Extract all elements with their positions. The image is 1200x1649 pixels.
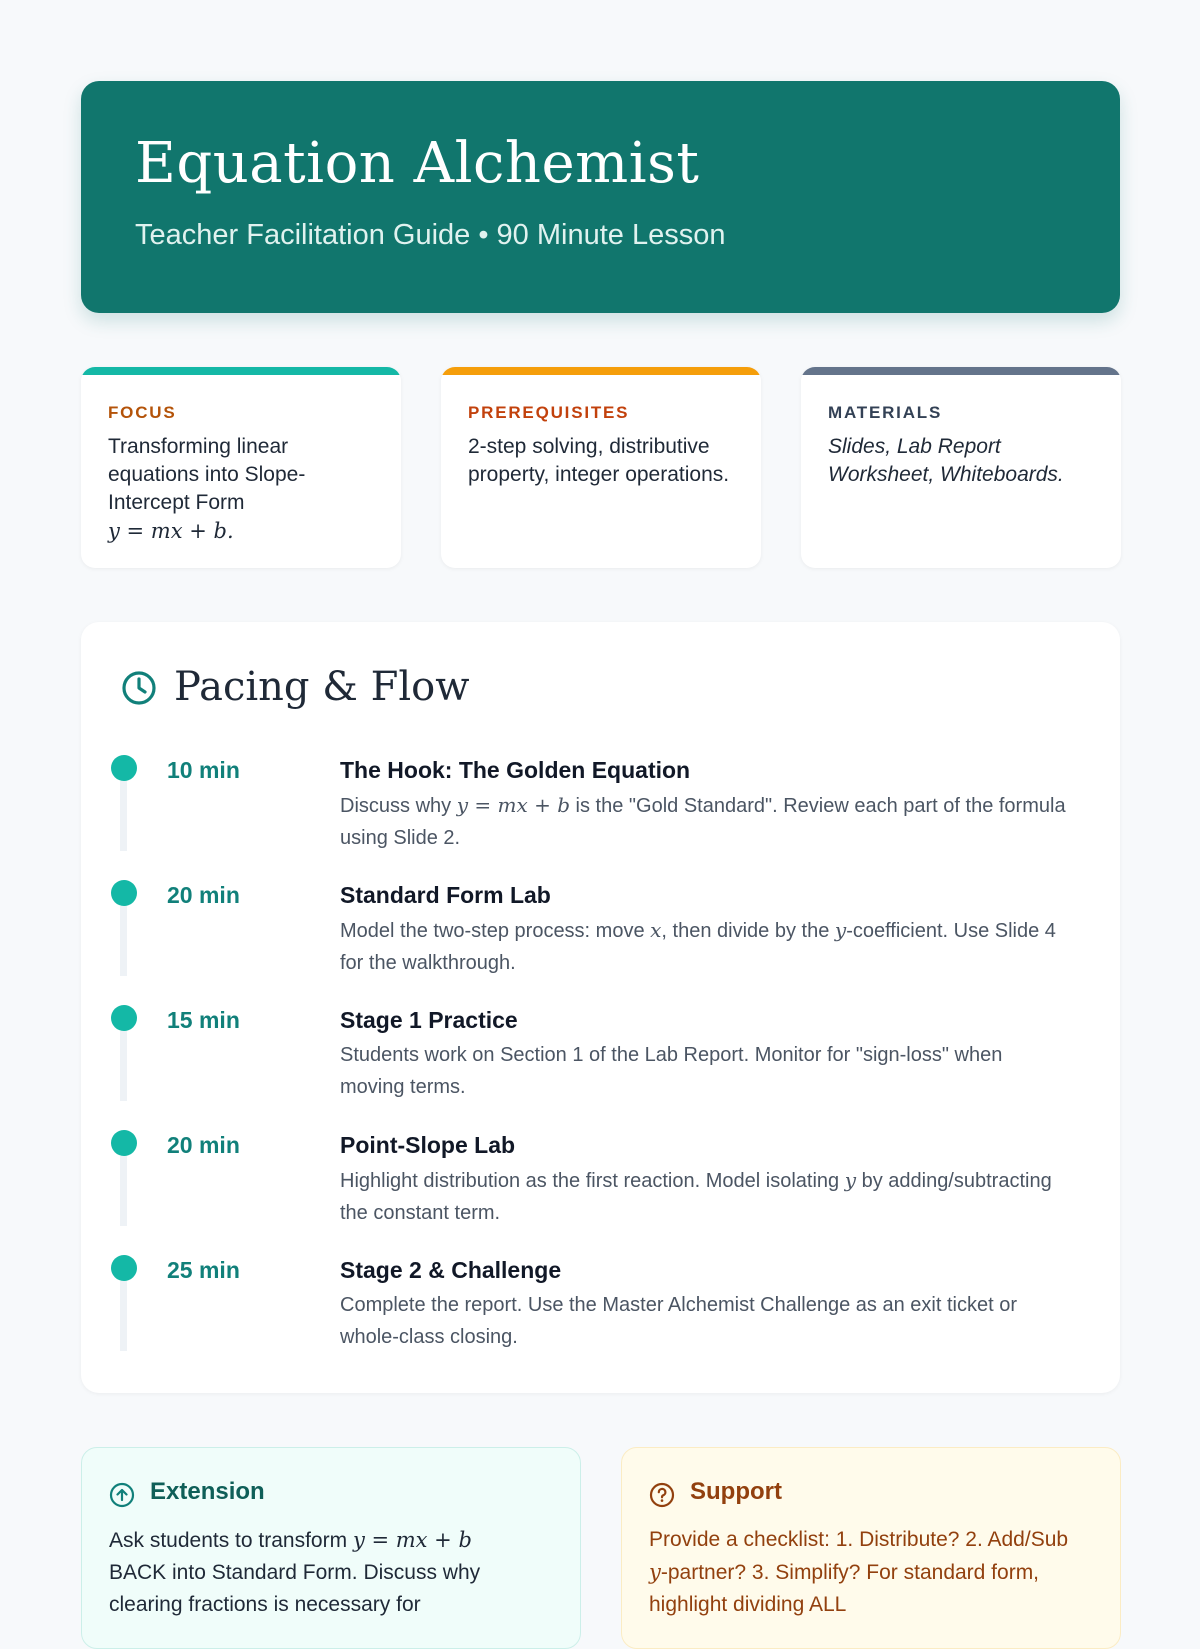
timeline-line <box>120 906 127 976</box>
prerequisites-accent-bar <box>441 367 761 375</box>
timeline-dot <box>111 755 137 781</box>
step-description: Students work on Section 1 of the Lab Report. Monitor for "sign-loss" when moving terms. <box>340 1044 1003 1098</box>
prerequisites-text: 2-step solving, distributive property, integer operations. <box>468 435 730 486</box>
support-title: Support <box>690 1478 782 1505</box>
timeline-line <box>120 781 127 851</box>
timeline-step <box>81 1130 1120 1255</box>
step-title: Stage 1 Practice <box>340 1007 518 1033</box>
step-description: Discuss why y = mx + b is the "Gold Standard". Review each part of the formula using Slide 2. <box>340 793 1066 849</box>
extension-box <box>81 1447 581 1649</box>
prerequisites-card <box>441 367 761 568</box>
timeline-dot <box>111 1130 137 1156</box>
support-text: Provide a checklist: 1. Distribute? 2. Add/Sub y-partner? 3. Simplify? For standard form, highlight dividing ALL <box>649 1528 1069 1616</box>
materials-accent-bar <box>801 367 1121 375</box>
timeline-line <box>120 1156 127 1226</box>
step-title: Stage 2 & Challenge <box>340 1257 562 1283</box>
timeline-step <box>81 880 1120 1005</box>
page-subtitle: Teacher Facilitation Guide • 90 Minute Lesson <box>135 219 726 251</box>
clock-icon <box>121 670 157 706</box>
step-duration: 25 min <box>167 1257 240 1283</box>
materials-text: Slides, Lab Report Worksheet, Whiteboards. <box>828 435 1064 486</box>
step-title: The Hook: The Golden Equation <box>340 757 691 783</box>
extension-text: Ask students to transform y = mx + b BACK into Standard Form. Discuss why clearing fractions is necessary for <box>109 1528 481 1616</box>
timeline-dot <box>111 1005 137 1031</box>
step-description: Complete the report. Use the Master Alchemist Challenge as an exit ticket or whole-class closing. <box>340 1294 1017 1348</box>
lesson-header <box>81 81 1120 313</box>
timeline-step <box>81 1005 1120 1130</box>
step-duration: 20 min <box>167 882 240 908</box>
step-duration: 10 min <box>167 757 240 783</box>
step-duration: 20 min <box>167 1132 240 1158</box>
step-title: Standard Form Lab <box>340 882 551 908</box>
page-title: Equation Alchemist <box>135 131 700 196</box>
step-description: Highlight distribution as the first reaction. Model isolating y by adding/subtracting the constant term. <box>340 1168 1052 1224</box>
timeline-step <box>81 1255 1120 1380</box>
step-title: Point-Slope Lab <box>340 1132 516 1158</box>
timeline-dot <box>111 1255 137 1281</box>
support-box <box>621 1447 1121 1649</box>
step-description: Model the two-step process: move x, then divide by the y-coefficient. Use Slide 4 for the walkthrough. <box>340 918 1056 974</box>
step-duration: 15 min <box>167 1007 240 1033</box>
timeline-line <box>120 1281 127 1351</box>
materials-card <box>801 367 1121 568</box>
timeline-step <box>81 755 1120 880</box>
focus-description: Transforming linear equations into Slope-Intercept Form <box>108 435 306 514</box>
focus-accent-bar <box>81 367 401 375</box>
prerequisites-label: PREREQUISITES <box>468 403 630 422</box>
focus-text <box>108 433 378 546</box>
materials-label: MATERIALS <box>828 403 943 422</box>
extension-title: Extension <box>150 1478 265 1505</box>
timeline-dot <box>111 880 137 906</box>
focus-card <box>81 367 401 568</box>
pacing-panel <box>81 622 1120 1393</box>
focus-label: FOCUS <box>108 403 177 422</box>
question-circle-icon <box>649 1482 675 1508</box>
arrow-up-circle-icon <box>109 1482 135 1508</box>
pacing-title: Pacing & Flow <box>174 664 470 710</box>
timeline-line <box>120 1031 127 1101</box>
focus-formula: y = mx + b. <box>108 519 234 543</box>
